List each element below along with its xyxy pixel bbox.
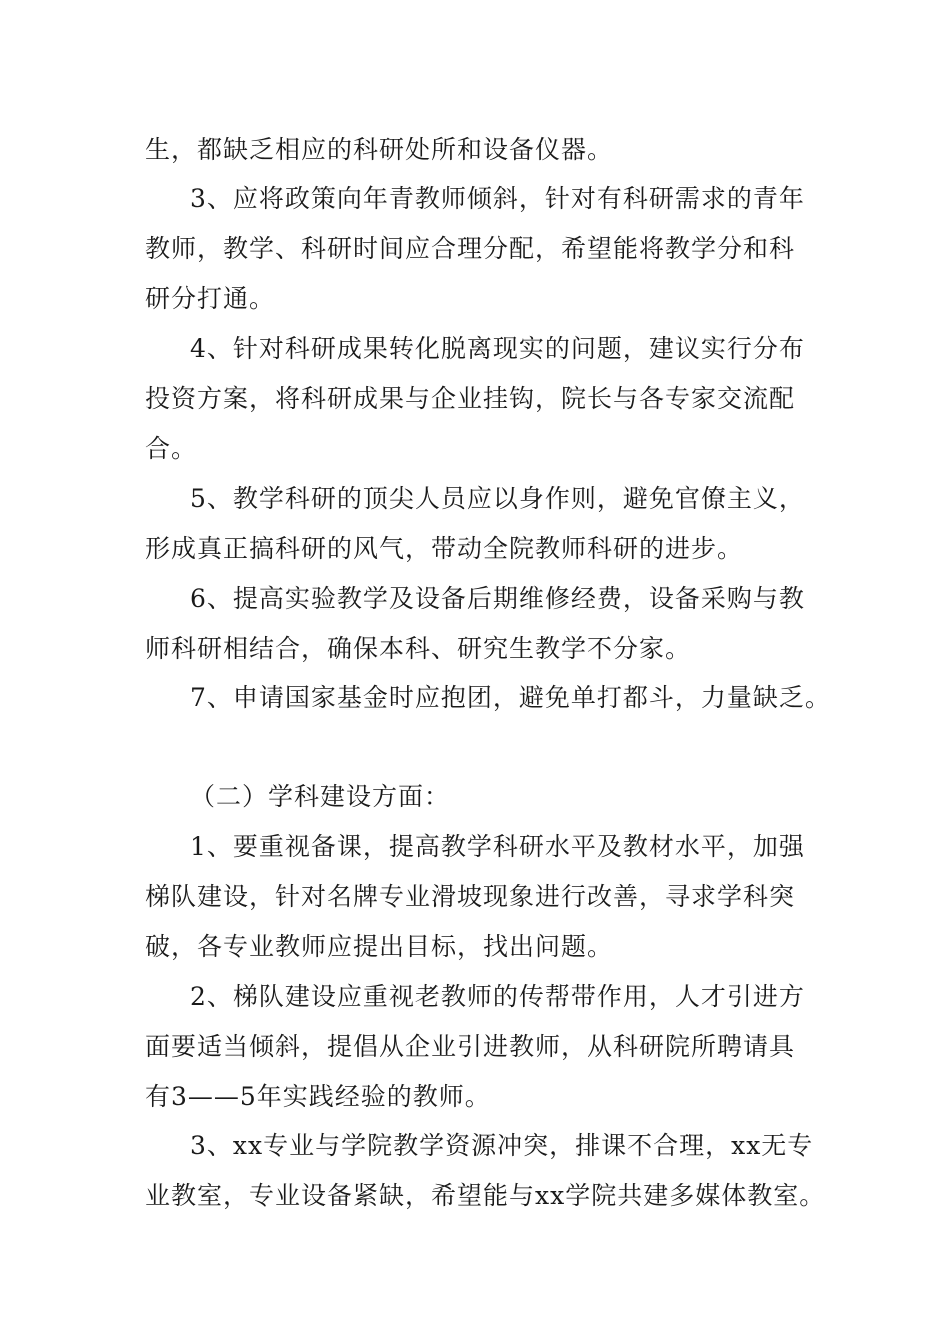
text-line: 生，都缺乏相应的科研处所和设备仪器。 (145, 135, 614, 164)
paragraph-item-3: 3、应将政策向年青教师倾斜，针对有科研需求的青年 (190, 184, 805, 213)
text-line: 破，各专业教师应提出目标，找出问题。 (145, 932, 614, 961)
section-heading: （二）学科建设方面： (190, 782, 451, 811)
text-line: 有3——5年实践经验的教师。 (145, 1082, 491, 1111)
paragraph-item-2: 2、梯队建设应重视老教师的传帮带作用，人才引进方 (190, 982, 805, 1011)
paragraph-item-3b: 3、xx专业与学院教学资源冲突，排课不合理，xx无专 (190, 1131, 814, 1160)
paragraph-item-5: 5、教学科研的顶尖人员应以身作则，避免官僚主义， (190, 484, 805, 513)
paragraph-item-4: 4、针对科研成果转化脱离现实的问题，建议实行分布 (190, 334, 805, 363)
text-line: 面要适当倾斜，提倡从企业引进教师，从科研院所聘请具 (145, 1032, 796, 1061)
text-line: 研分打通。 (145, 284, 276, 313)
text-line: 教师，教学、科研时间应合理分配，希望能将教学分和科 (145, 234, 796, 263)
text-line: 投资方案，将科研成果与企业挂钩，院长与各专家交流配 (145, 384, 796, 413)
paragraph-item-6: 6、提高实验教学及设备后期维修经费，设备采购与教 (190, 584, 805, 613)
text-line: 形成真正搞科研的风气，带动全院教师科研的进步。 (145, 534, 744, 563)
text-line: 梯队建设，针对名牌专业滑坡现象进行改善，寻求学科突 (145, 882, 796, 911)
text-line: 业教室，专业设备紧缺，希望能与xx学院共建多媒体教室。 (145, 1181, 826, 1210)
paragraph-item-1: 1、要重视备课，提高教学科研水平及教材水平，加强 (190, 832, 805, 861)
paragraph-item-7: 7、申请国家基金时应抱团，避免单打都斗，力量缺乏。 (190, 683, 831, 712)
text-line: 合。 (145, 434, 198, 463)
text-line: 师科研相结合，确保本科、研究生教学不分家。 (145, 634, 692, 663)
